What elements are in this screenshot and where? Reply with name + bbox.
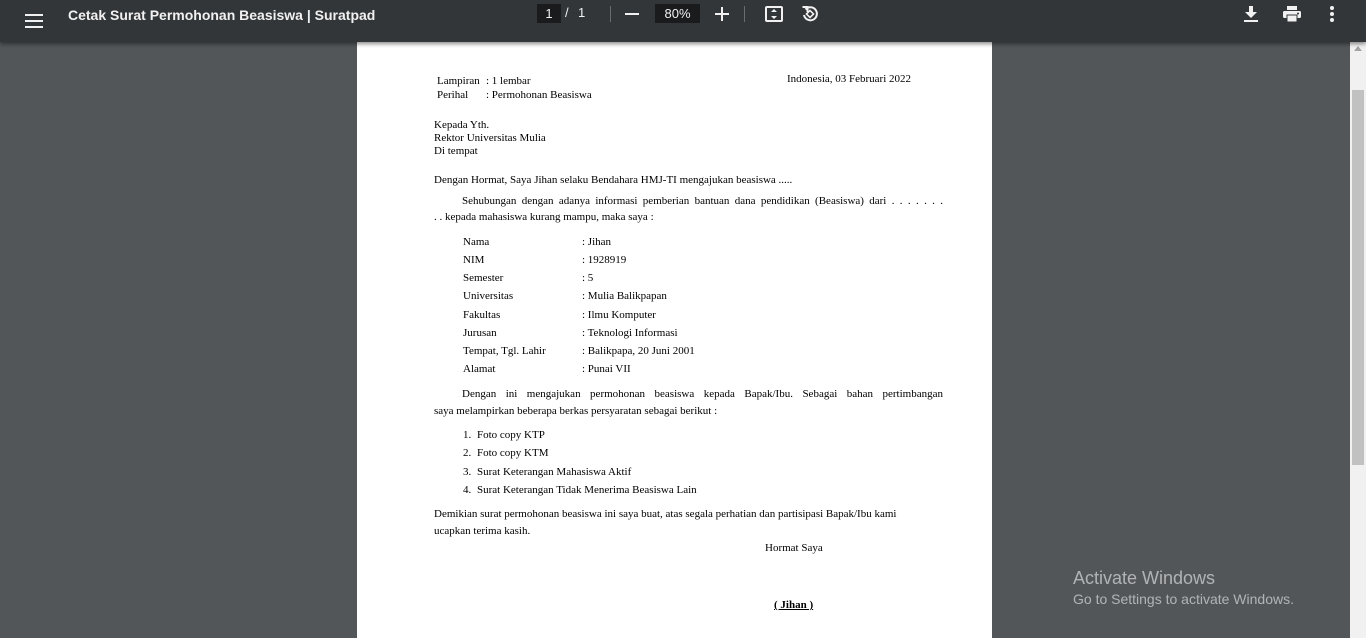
detail-label: Alamat [463, 363, 496, 375]
print-button[interactable] [1280, 2, 1304, 26]
detail-value: : 5 [582, 272, 594, 284]
paragraph-2-line-2: saya melampirkan beberapa berkas persyaratan sebagai berikut : [434, 405, 718, 417]
page-total: 1 [578, 5, 586, 20]
paragraph-1-line-2: . . kepada mahasiswa kurang mampu, maka saya : [434, 211, 654, 223]
toolbar-divider [610, 6, 611, 22]
download-button[interactable] [1239, 2, 1263, 26]
menu-button[interactable] [18, 5, 50, 37]
detail-value: : Jihan [582, 236, 612, 248]
detail-label: Tempat, Tgl. Lahir [463, 345, 546, 357]
page-number-input[interactable]: 1 [537, 4, 561, 23]
detail-label: Nama [463, 236, 490, 248]
detail-label: Fakultas [463, 309, 501, 321]
recipient-line: Kepada Yth. [434, 119, 490, 131]
detail-value: : Ilmu Komputer [582, 309, 656, 321]
detail-value: : Punai VII [582, 363, 631, 375]
fit-page-icon [765, 6, 783, 22]
zoom-level-input[interactable]: 80% [655, 4, 700, 23]
toolbar-divider [744, 6, 745, 22]
rotate-icon [801, 5, 819, 23]
attachment-item: Surat Keterangan Tidak Menerima Beasiswa Lain [477, 484, 697, 496]
scroll-up-arrow[interactable] [1354, 46, 1362, 51]
opening-line: Dengan Hormat, Saya Jihan selaku Bendahara HMJ-TI mengajukan beasiswa ..... [434, 174, 793, 186]
recipient-line: Di tempat [434, 145, 478, 157]
detail-value: : Balikpapa, 20 Juni 2001 [582, 345, 695, 357]
detail-label: Semester [463, 272, 504, 284]
attachment-number: 2. [463, 447, 472, 459]
closing-line-2: ucapkan terima kasih. [434, 525, 531, 537]
detail-value: : Mulia Balikpapan [582, 290, 667, 302]
document-title: Cetak Surat Permohonan Beasiswa | Suratpad [68, 7, 376, 23]
zoom-out-button[interactable] [620, 2, 644, 26]
paragraph-1-line-1: Sehubungan dengan adanya informasi pemberian bantuan dana pendidikan (Beasiswa) dari . . . . . . . [462, 195, 943, 207]
attachment-number: 4. [463, 484, 472, 496]
attachment-item: Foto copy KTM [477, 447, 549, 459]
lampiran-label: Lampiran [437, 75, 480, 87]
print-icon [1283, 6, 1301, 22]
attachment-item: Foto copy KTP [477, 429, 545, 441]
activation-watermark [1073, 567, 1294, 608]
pdf-toolbar [0, 0, 1366, 42]
watermark-title: Activate Windows [1073, 568, 1216, 588]
detail-value: : 1928919 [582, 254, 627, 266]
document-page [357, 42, 992, 638]
more-actions-button[interactable] [1320, 2, 1344, 26]
attachment-number: 1. [463, 429, 472, 441]
zoom-in-icon [715, 7, 729, 21]
perihal-value: : Permohonan Beasiswa [486, 89, 592, 101]
download-icon [1244, 6, 1258, 22]
detail-label: Universitas [463, 290, 514, 302]
letter-date: Indonesia, 03 Februari 2022 [787, 73, 912, 85]
menu-icon [25, 14, 43, 28]
closing-line-1: Demikian surat permohonan beasiswa ini saya buat, atas segala perhatian dan partisipasi Bapak/Ibu kami [434, 508, 897, 520]
attachment-number: 3. [463, 466, 472, 478]
rotate-button[interactable] [798, 2, 822, 26]
detail-value: : Teknologi Informasi [582, 327, 678, 339]
recipient-line: Rektor Universitas Mulia [434, 132, 546, 144]
detail-label: NIM [463, 254, 485, 266]
zoom-in-button[interactable] [710, 2, 734, 26]
fit-page-button[interactable] [762, 2, 786, 26]
perihal-label: Perihal [437, 89, 469, 101]
lampiran-value: : 1 lembar [486, 75, 531, 87]
page-separator: / [565, 5, 569, 20]
watermark-subtitle: Go to Settings to activate Windows. [1073, 591, 1294, 607]
scrollbar-thumb[interactable] [1352, 90, 1364, 465]
regards-text: Hormat Saya [765, 542, 823, 554]
attachment-item: Surat Keterangan Mahasiswa Aktif [477, 466, 632, 478]
paragraph-2-line-1: Dengan ini mengajukan permohonan beasiswa kepada Bapak/Ibu. Sebagai bahan pertimbangan [462, 388, 943, 400]
signature-name: ( Jihan ) [774, 599, 814, 611]
zoom-out-icon [625, 7, 639, 21]
detail-label: Jurusan [463, 327, 497, 339]
more-icon [1330, 6, 1334, 22]
